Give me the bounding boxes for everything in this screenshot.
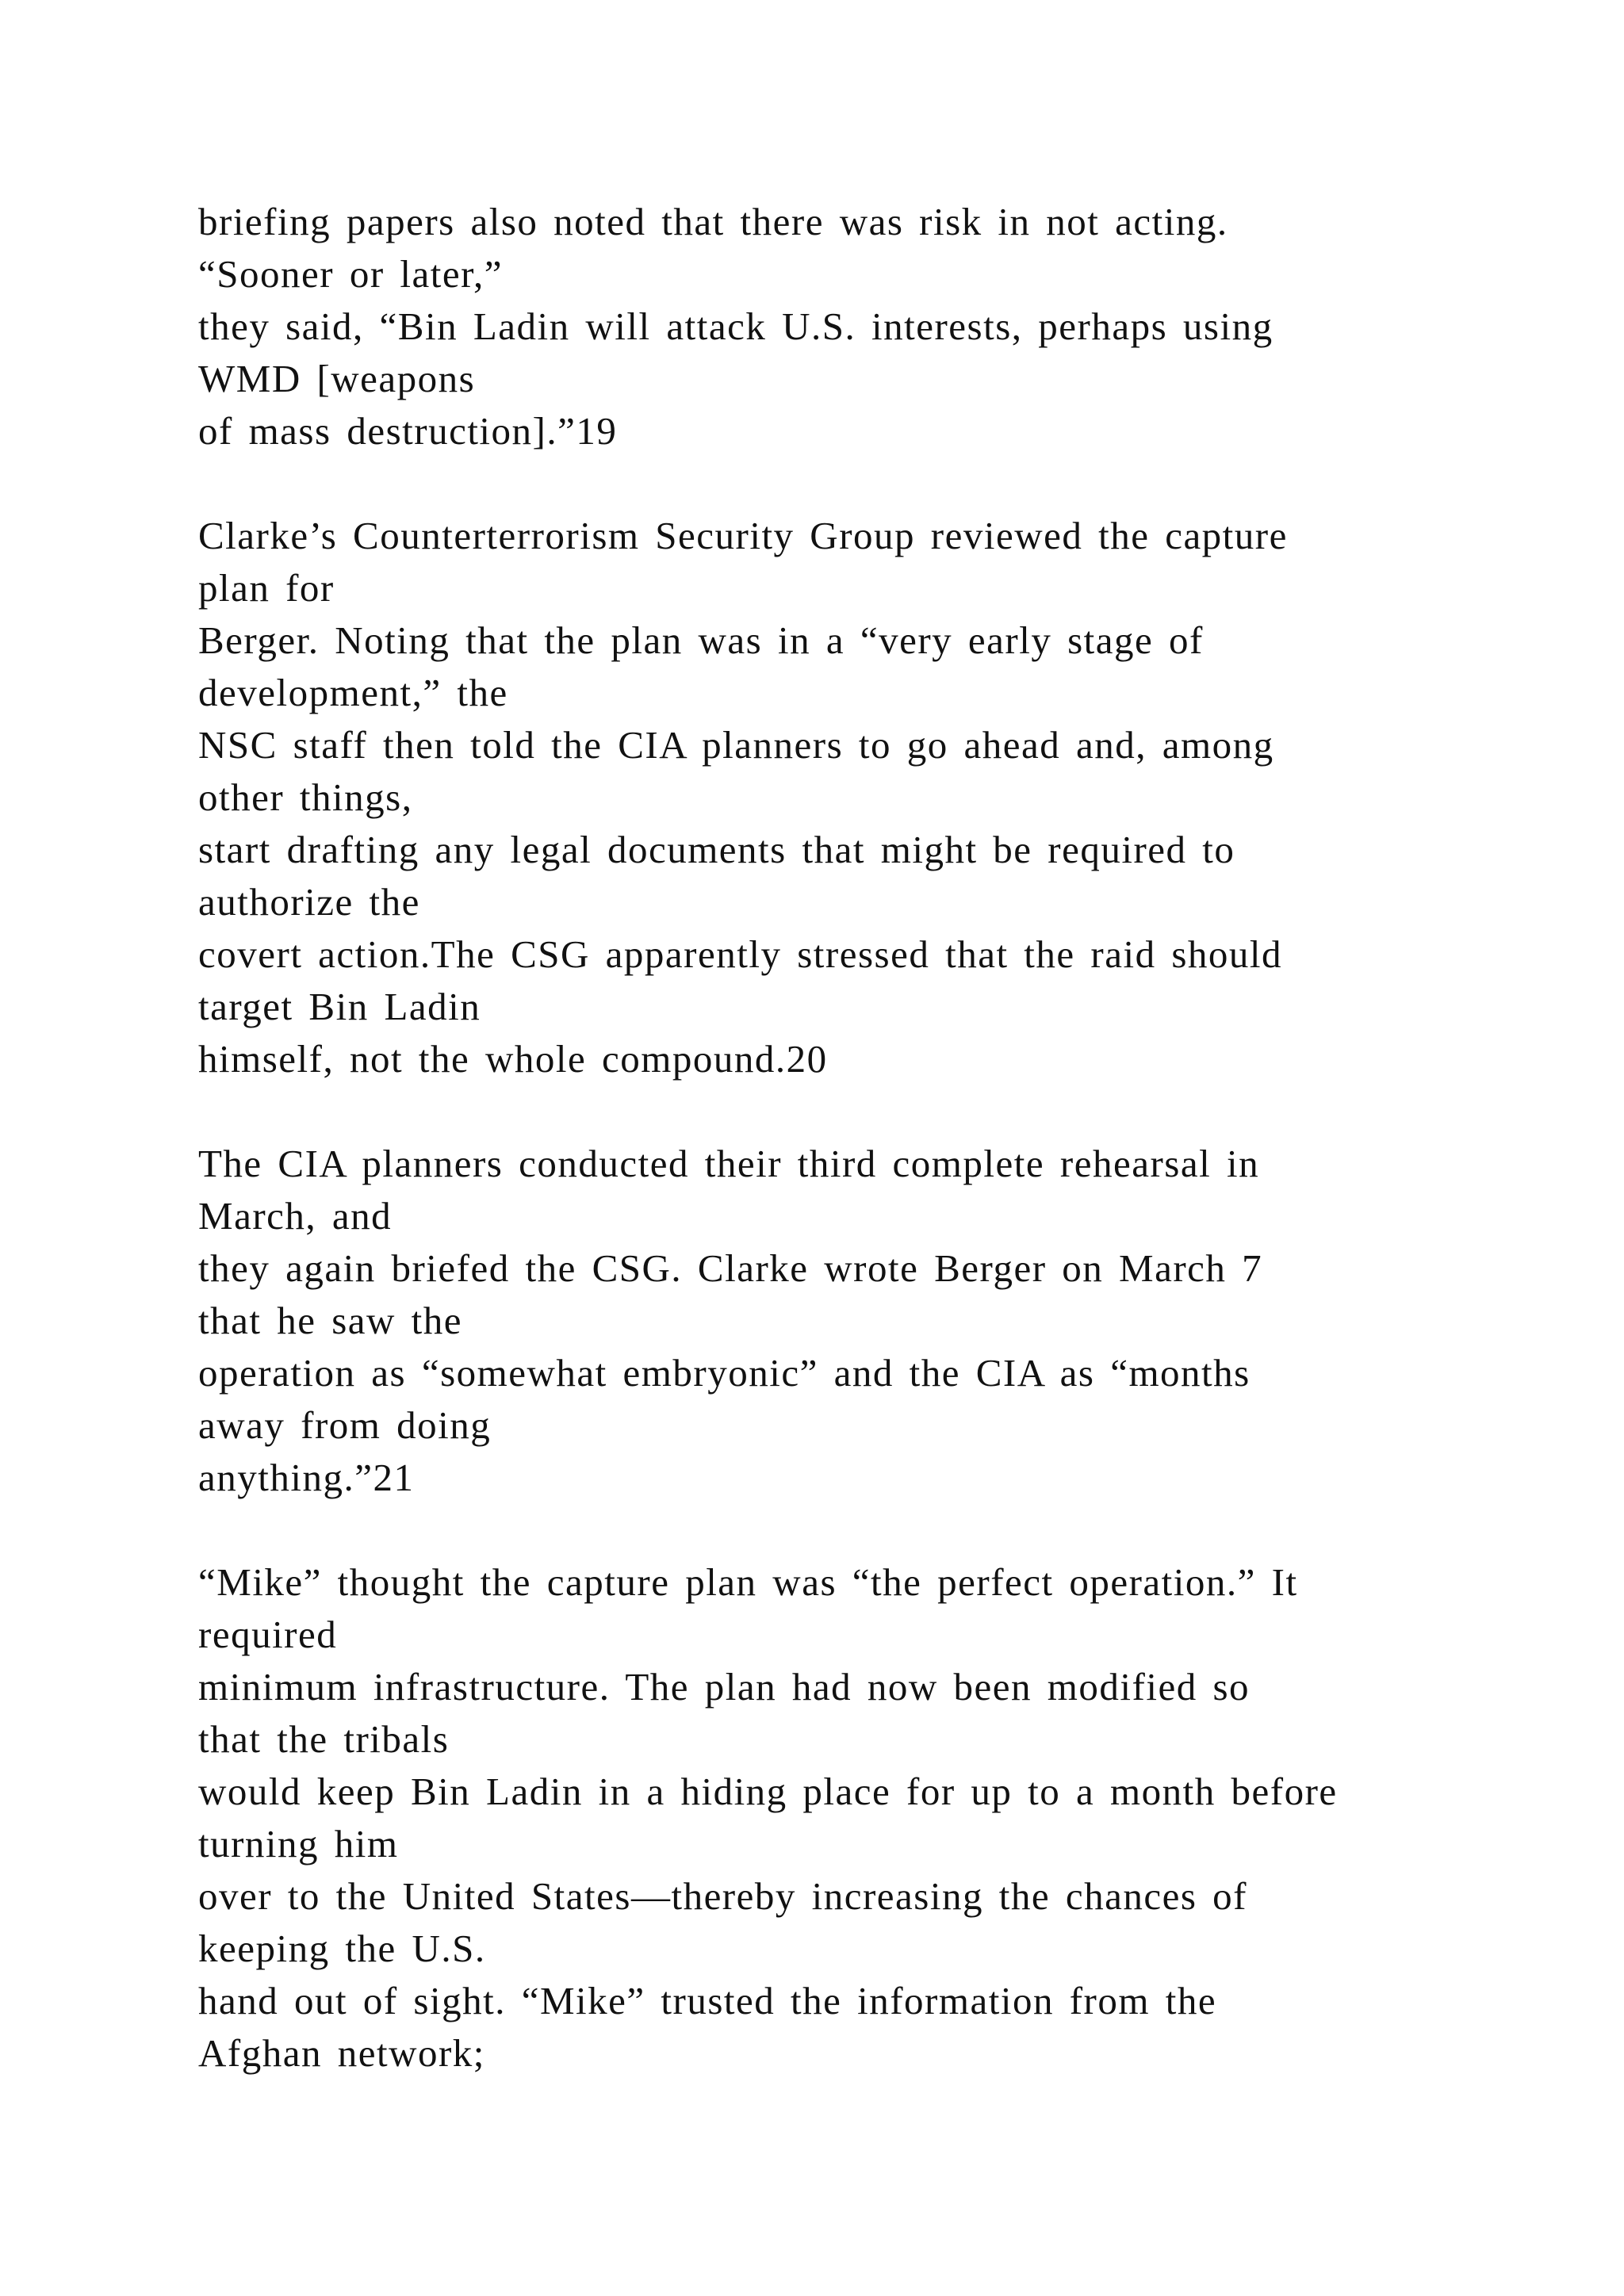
- text-line: anything.”21: [198, 1456, 415, 1499]
- text-line: himself, not the whole compound.20: [198, 1037, 828, 1081]
- text-line: required: [198, 1613, 338, 1656]
- text-line: Clarke’s Counterterrorism Security Group reviewed the capture: [198, 514, 1288, 557]
- text-line: over to the United States—thereby increasing the chances of: [198, 1874, 1247, 1918]
- text-line: would keep Bin Ladin in a hiding place for up to a month before: [198, 1770, 1338, 1813]
- text-line: of mass destruction].”19: [198, 409, 618, 453]
- text-line: The CIA planners conducted their third complete rehearsal in: [198, 1142, 1260, 1185]
- text-line: NSC staff then told the CIA planners to go ahead and, among: [198, 723, 1274, 767]
- paragraph: [198, 196, 1546, 457]
- text-line: operation as “somewhat embryonic” and the CIA as “months: [198, 1351, 1251, 1395]
- text-line: away from doing: [198, 1403, 492, 1447]
- paragraph-break: [198, 1504, 1546, 1556]
- text-line: that he saw the: [198, 1299, 463, 1342]
- text-line: authorize the: [198, 880, 420, 924]
- text-line: minimum infrastructure. The plan had now been modified so: [198, 1665, 1251, 1709]
- text-line: target Bin Ladin: [198, 985, 481, 1028]
- text-line: that the tribals: [198, 1717, 450, 1761]
- text-line: keeping the U.S.: [198, 1927, 486, 1970]
- text-line: they again briefed the CSG. Clarke wrote Berger on March 7: [198, 1246, 1263, 1290]
- text-line: turning him: [198, 1822, 399, 1866]
- paragraph-break: [198, 457, 1546, 510]
- text-line: plan for: [198, 566, 335, 610]
- text-line: covert action.The CSG apparently stressed that the raid should: [198, 932, 1283, 976]
- paragraph-break: [198, 1085, 1546, 1138]
- text-line: March, and: [198, 1194, 393, 1238]
- body-text: [198, 196, 1546, 2080]
- text-line: “Mike” thought the capture plan was “the perfect operation.” It: [198, 1560, 1298, 1604]
- text-line: they said, “Bin Ladin will attack U.S. interests, perhaps using: [198, 304, 1274, 348]
- text-line: development,” the: [198, 671, 508, 714]
- text-line: other things,: [198, 775, 413, 819]
- text-line: hand out of sight. “Mike” trusted the information from the: [198, 1979, 1217, 2022]
- paragraph: [198, 510, 1546, 1085]
- text-line: Berger. Noting that the plan was in a “very early stage of: [198, 618, 1204, 662]
- text-line: start drafting any legal documents that might be required to: [198, 828, 1235, 871]
- text-line: WMD [weapons: [198, 357, 476, 400]
- paragraph: [198, 1556, 1546, 2080]
- text-line: Afghan network;: [198, 2031, 485, 2075]
- text-line: briefing papers also noted that there was risk in not acting.: [198, 200, 1228, 243]
- text-line: “Sooner or later,”: [198, 252, 503, 296]
- paragraph: [198, 1138, 1546, 1504]
